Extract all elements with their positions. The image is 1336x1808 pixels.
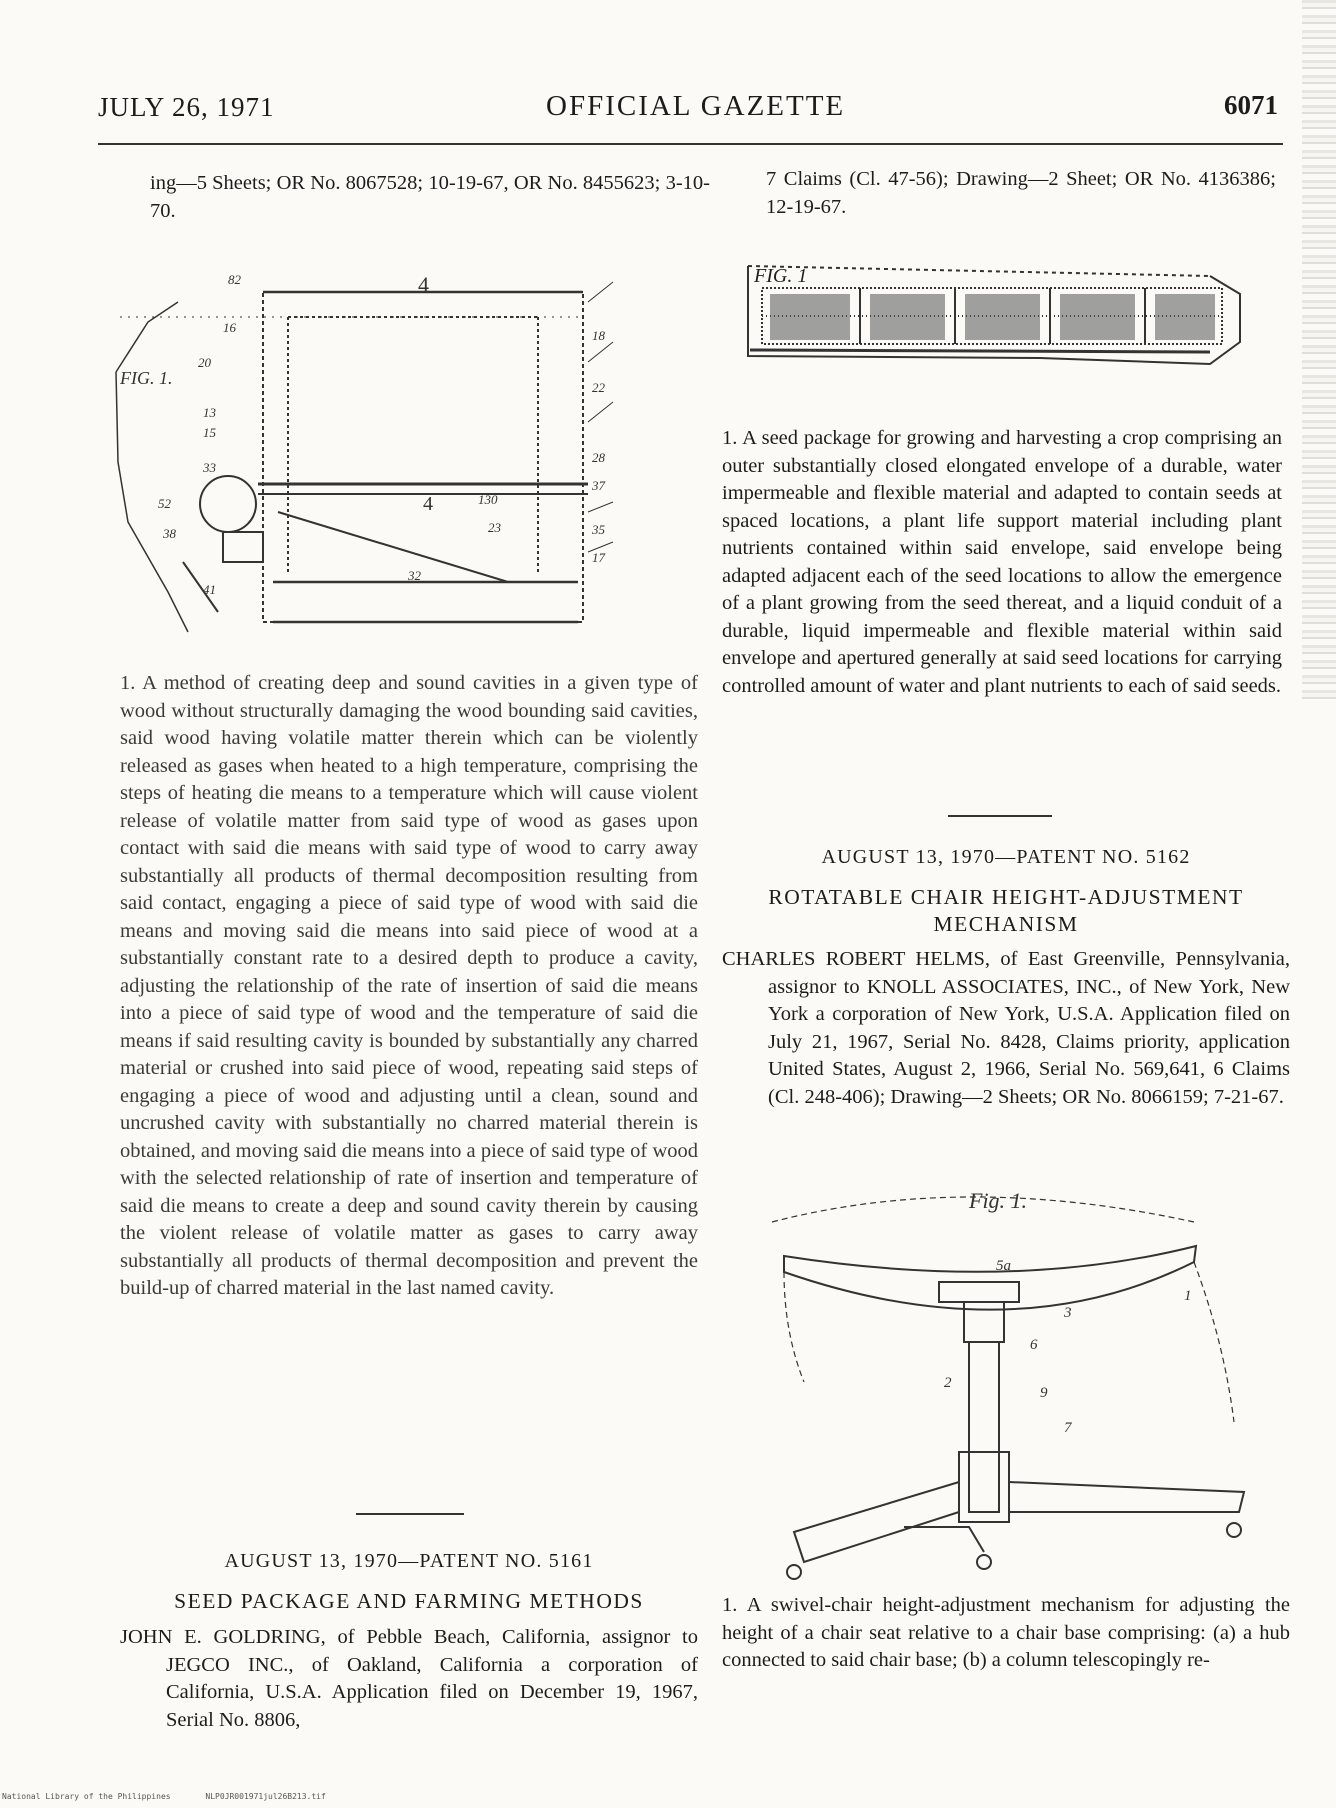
callout: 22 [592,380,605,395]
header-page-number: 6071 [1224,90,1278,120]
callout: 37 [592,478,605,493]
seed-package-claim: 1. A seed package for growing and harvesting a crop comprising an outer substantially closed elongated envelope of a durable, water impermeable and flexible material and adapted to contain seeds at spaced locations, a plant life support material including plant nutrients contained within said envelope, said envelope being adapted adjacent each of the seed locations to allow the emergence of a plant growing from the seed thereat, and a liquid conduit of a durable, liquid impermeable and flexible material within said envelope and apertured generally at said seed locations for carrying controlled amount of water and plant nutrients to each of said seeds. [722,427,1282,697]
callout: 130 [478,492,498,507]
callout: 38 [163,526,176,541]
wood-cavity-claim: 1. A method of creating deep and sound cavities in a given type of wood without structurally damaging the wood bounding said cavities, said wood having volatile matter therein which can be violently released as gases when heated to a high temperature, comprising the steps of heating die means to a temperature which will cause violent release of volatile matter from said type of wood as gases upon contact with said die means with said type of wood to carry away substantially all products of thermal decomposition resulting from said contact, engaging a piece of said type of wood with said die means and moving said die means into said piece of wood at a substantially constant rate to a desired depth to produce a cavity, adjusting the relationship of the rate of insertion of said die means into a piece of said type of wood and the temperature of said die means if said resulting cavity is bounded by substantially any charred material or crushed into said piece of wood, repeating said steps of engaging a piece of wood and adjusting until a clean, sound and uncrushed cavity with substantially no charred material therein is obtained, and moving said die means into a piece of said type of wood with the selected relationship of rate of insertion and temperature of said die means to create a deep and sound cavity therein by causing the violent release of volatile matter as gases to carry away substantially all products of thermal decomposition and prevent the build-up of charred material in the last named cavity. [120,672,698,1299]
callout: 15 [203,425,216,440]
footer-library: National Library of the Philippines [2,1792,171,1801]
callout: 23 [488,520,501,535]
callout: 52 [158,496,171,511]
chair-claim: 1. A swivel-chair height-adjustment mechanism for adjusting the height of a chair seat relative to a chair base comprising: (a) a hub connected to said chair base; (b) a column telescopingly re- [722,1594,1290,1671]
patent-5162-inventor [722,946,1290,1111]
chair-figure-label: Fig. 1. [969,1188,1028,1213]
callout: 4 [418,272,429,297]
seed-package-drawing [740,246,1250,396]
callout: 17 [592,550,605,565]
wood-cavity-drawing [108,262,628,652]
right-reference-line: 7 Claims (Cl. 47-56); Drawing—2 Sheet; OR No. 4136386; 12-19-67. [766,168,1276,218]
footer-filename: NLP0JR001971jul26B213.tif [205,1792,326,1801]
scan-footer [2,1792,356,1801]
callout: 32 [408,568,421,583]
patent-5162-title [722,884,1290,938]
scan-edge-noise [1302,0,1336,700]
separator [356,1513,464,1515]
callout: 41 [203,582,216,597]
callout: 35 [592,522,605,537]
callout: 4 [423,493,433,515]
callout: 5a [996,1258,1011,1274]
patent-5162-heading: AUGUST 13, 1970—PATENT NO. 5162 [821,846,1191,868]
callout: 1 [1184,1288,1192,1304]
patent-5162-title-line2: MECHANISM [933,912,1079,936]
wood-cavity-figure [108,262,628,652]
patent-5161-title: SEED PACKAGE AND FARMING METHODS [174,1589,644,1613]
header-rule [98,143,1283,145]
callout: 18 [592,328,605,343]
callout: 2 [944,1375,952,1391]
callout: 6 [1030,1337,1038,1353]
callout: 7 [1064,1420,1072,1436]
chair-mechanism-drawing [764,1182,1264,1602]
wood-figure-label: FIG. 1. [120,368,173,388]
patent-5161-heading: AUGUST 13, 1970—PATENT NO. 5161 [224,1550,594,1572]
page-header [98,88,1278,128]
callout: 82 [228,272,241,287]
patent-5162-inventor-text: CHARLES ROBERT HELMS, of East Greenville, Pennsylvania, assignor to KNOLL ASSOCIATES, INC., of New York, New York a corporation of New York, U.S.A. Application filed on July 21, 1967, Serial No. 8428, Claims priority, application United States, August 2, 1966, Serial No. 569,641, 6 Claims (Cl. 248-406); Drawing—2 Sheets; OR No. 8066159; 7-21-67. [722,948,1290,1108]
chair-mechanism-figure [764,1182,1264,1602]
callout: 33 [203,460,216,475]
seed-figure-label: FIG. 1 [754,265,808,287]
callout: 3 [1064,1305,1072,1321]
patent-5161-inventor [120,1624,698,1734]
separator [948,815,1052,817]
patent-5162-title-line1: ROTATABLE CHAIR HEIGHT-ADJUSTMENT [768,885,1244,909]
callout: 20 [198,355,211,370]
seed-package-figure [740,246,1250,396]
header-title: OFFICIAL GAZETTE [546,90,846,122]
left-reference-line: ing—5 Sheets; OR No. 8067528; 10-19-67, OR No. 8455623; 3-10-70. [150,172,710,222]
callout: 9 [1040,1385,1048,1401]
callout: 16 [223,320,236,335]
header-date: JULY 26, 1971 [98,92,275,122]
patent-5161-inventor-text: JOHN E. GOLDRING, of Pebble Beach, California, assignor to JEGCO INC., of Oakland, California a corporation of California, U.S.A. Application filed on December 19, 1967, Serial No. 8806, [120,1626,698,1731]
callout: 28 [592,450,605,465]
callout: 13 [203,405,216,420]
